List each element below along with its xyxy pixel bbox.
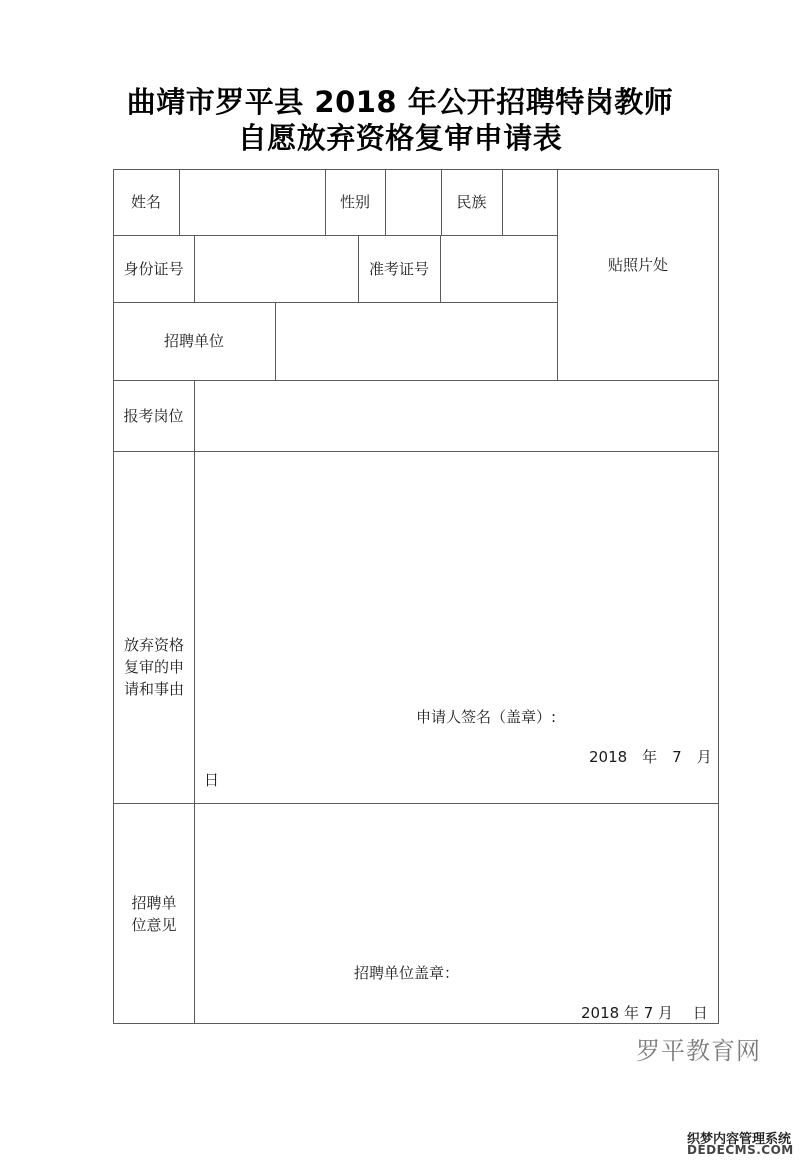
name-label: 姓名 <box>130 193 161 211</box>
page-title-line-2: 自愿放弃资格复审申请表 <box>237 121 563 155</box>
application-form-table <box>113 169 719 1024</box>
applicant-date: 2018 年 7 月 <box>589 748 712 766</box>
position-label: 报考岗位 <box>123 406 184 425</box>
employer-label: 招聘单位 <box>163 332 224 350</box>
opinion-label: 招聘单位意见 <box>131 894 177 934</box>
ethnicity-label: 民族 <box>456 193 487 211</box>
applicant-signature-label: 申请人签名（盖章）: <box>416 708 557 726</box>
table-line <box>718 169 719 1024</box>
photo-placeholder: 贴照片处 <box>607 256 668 274</box>
gender-value[interactable] <box>386 170 441 235</box>
exam-number-value[interactable] <box>441 236 557 302</box>
logo-text: 织梦内容管理系统 <box>687 1132 792 1147</box>
employer-date: 2018 年 7 月 日 <box>581 1004 708 1022</box>
dedecms-logo <box>683 1128 794 1158</box>
name-value[interactable] <box>180 170 325 235</box>
employer-seal-label: 招聘单位盖章： <box>354 964 460 982</box>
employer-value[interactable] <box>276 303 557 380</box>
table-line <box>113 1023 719 1024</box>
opinion-value[interactable] <box>195 804 718 954</box>
reason-label: 放弃资格复审的申请和事由 <box>123 636 184 698</box>
id-number-label: 身份证号 <box>123 259 184 278</box>
page-title-line-1: 曲靖市罗平县 2018 年公开招聘特岗教师 <box>126 85 674 119</box>
gender-label: 性别 <box>339 193 370 211</box>
site-watermark: 罗平教育网 <box>636 1037 761 1065</box>
exam-number-label: 准考证号 <box>368 259 429 278</box>
logo-domain: DEDECMS.COM <box>687 1143 794 1157</box>
id-number-value[interactable] <box>195 236 358 302</box>
position-value[interactable] <box>195 381 718 451</box>
reason-value[interactable] <box>195 452 718 692</box>
ethnicity-value[interactable] <box>503 170 557 235</box>
applicant-day: 日 <box>204 771 220 789</box>
